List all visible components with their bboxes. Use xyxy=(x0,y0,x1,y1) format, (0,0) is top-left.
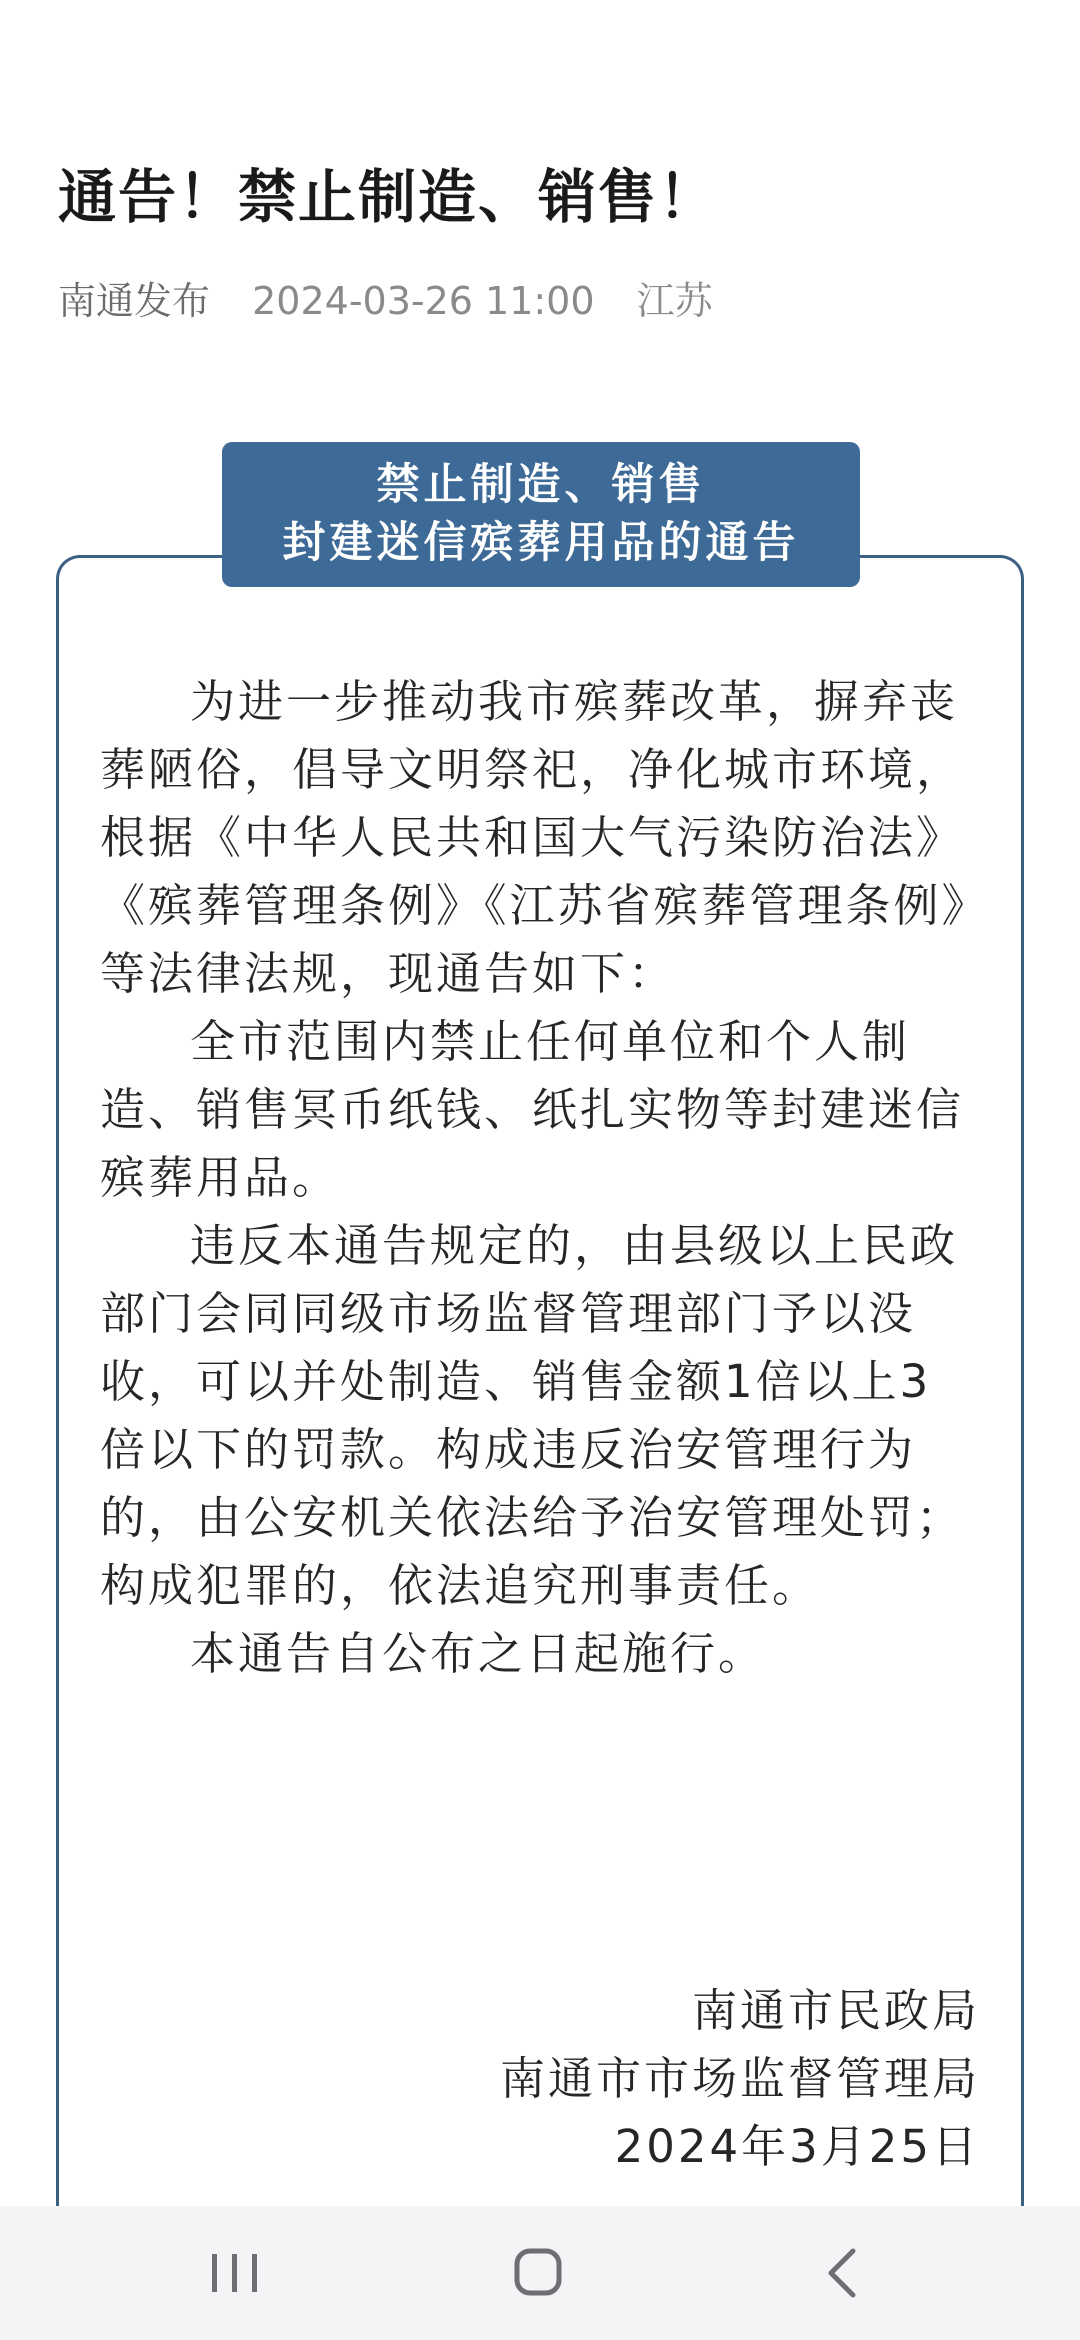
article-datetime: 2024-03-26 11:00 xyxy=(252,279,595,323)
notice-header-line2: 封建迷信殡葬用品的通告 xyxy=(282,518,800,568)
notice-paragraph: 为进一步推动我市殡葬改革，摒弃丧葬陋俗，倡导文明祭祀，净化城市环境，根据《中华人民共和国大气污染防治法》《殡葬管理条例》《江苏省殡葬管理条例》等法律法规，现通告如下： xyxy=(100,675,968,1000)
notice-date: 2024年3月25日 xyxy=(614,2120,980,2173)
notice-header-line1: 禁止制造、销售 xyxy=(376,460,706,510)
system-navigation-bar xyxy=(0,2206,1080,2340)
back-icon xyxy=(773,2206,913,2340)
issuer-market-supervision: 南通市市场监督管理局 xyxy=(499,2052,980,2105)
back-button[interactable] xyxy=(773,2206,913,2340)
notice-paragraph: 全市范围内禁止任何单位和个人制造、销售冥币纸钱、纸扎实物等封建迷信殡葬用品。 xyxy=(100,1015,965,1204)
notice-body xyxy=(100,668,978,1688)
home-button[interactable] xyxy=(468,2206,608,2340)
notice-signature xyxy=(500,1977,980,2181)
article-title: 通告！禁止制造、销售！ xyxy=(58,163,719,231)
recent-apps-icon xyxy=(165,2206,305,2340)
notice-paragraph: 本通告自公布之日起施行。 xyxy=(190,1627,767,1680)
notice-paragraph: 违反本通告规定的，由县级以上民政部门会同同级市场监督管理部门予以没收，可以并处制造、销售金额1倍以上3倍以下的罚款。构成违反治安管理行为的，由公安机关依法给予治安管理处罚；构成犯罪的，依法追究刑事责任。 xyxy=(100,1219,965,1612)
article-source[interactable]: 南通发布 xyxy=(58,279,211,323)
article-meta xyxy=(58,270,743,325)
notice-header-banner xyxy=(222,442,860,587)
issuer-civil-affairs: 南通市民政局 xyxy=(691,1984,980,2037)
article-region: 江苏 xyxy=(636,279,713,323)
recent-apps-button[interactable] xyxy=(165,2206,305,2340)
home-icon xyxy=(468,2206,608,2340)
